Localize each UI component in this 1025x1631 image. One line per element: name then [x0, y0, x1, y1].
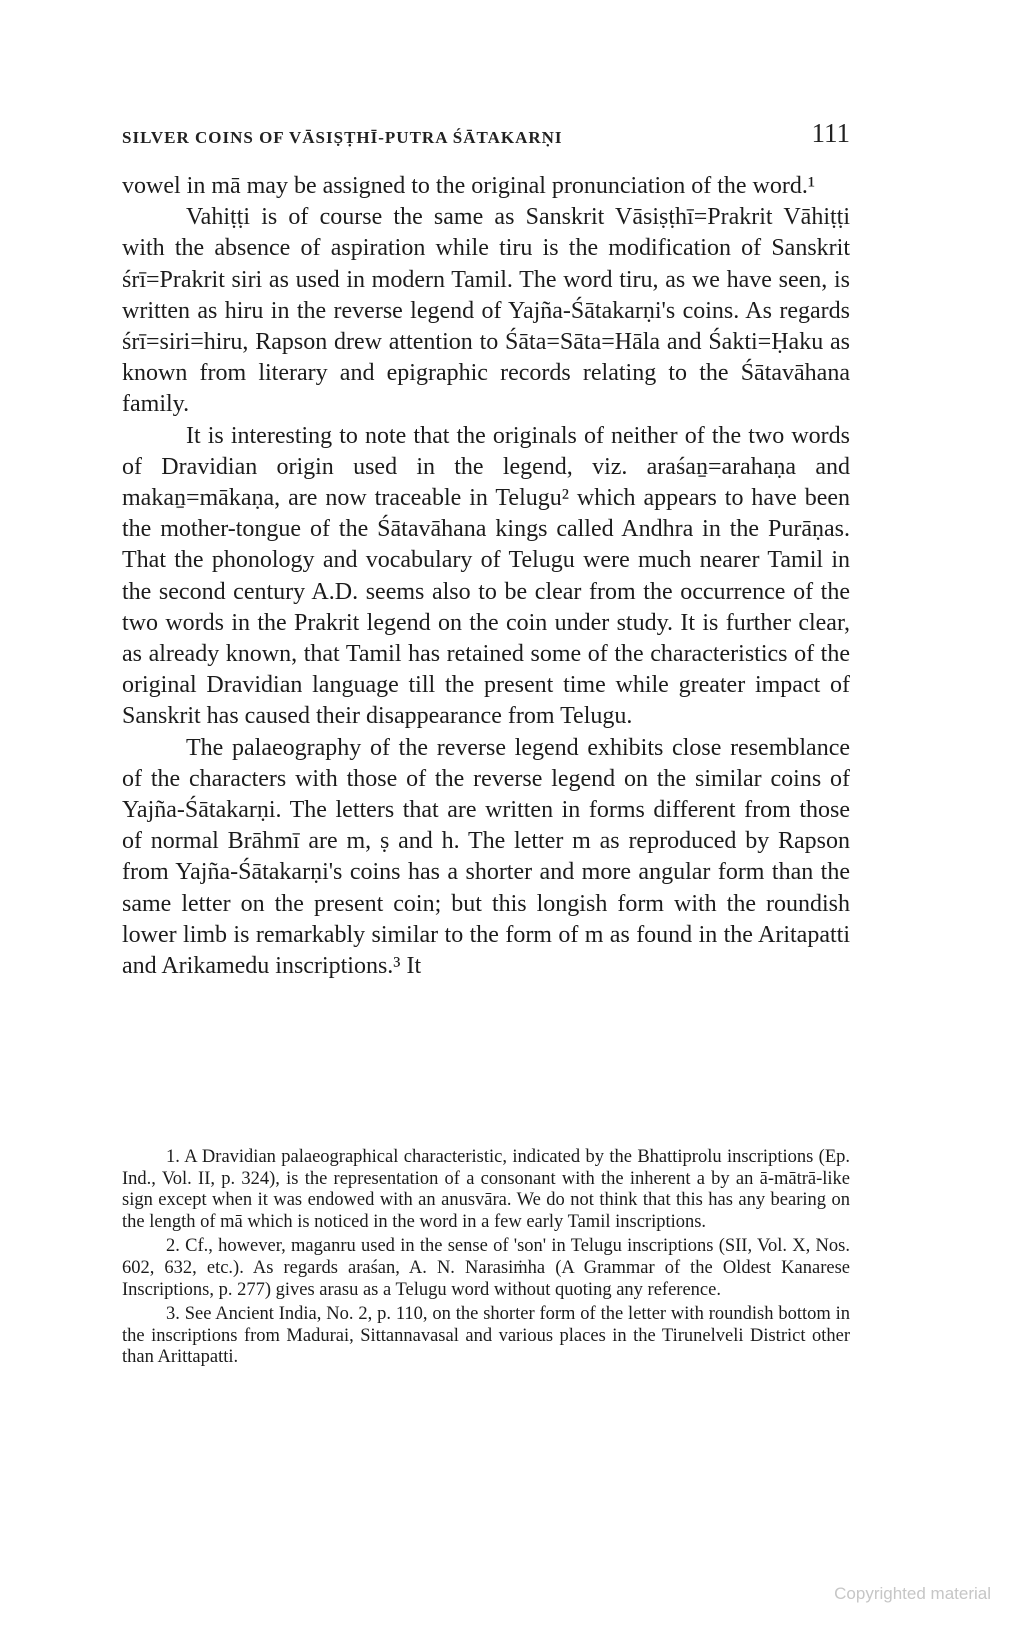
paragraph: It is interesting to note that the originals of neither of the two words of Dravidian origin used in the legend, viz. araśaṉ=arahaṇa and makaṉ=mākaṇa, are now traceable in Telugu² which appears to have been the mother-tongue of the Śātavāhana kings called Andhra in the Purāṇas. That the phonology and vocabulary of Telugu were much nearer Tamil in the second century A.D. seems also to be clear from the occurrence of the two words in the Prakrit legend on the coin under study. It is further clear, as already known, that Tamil has retained some of the characteristics of the original Dravidian language till the present time while greater impact of Sanskrit has caused their disappearance from Telugu. [122, 422, 850, 730]
page-header [122, 118, 850, 158]
footnote-1: 1. A Dravidian palaeographical characteristic, indicated by the Bhattiprolu inscriptions (Ep. Ind., Vol. II, p. 324), is the representation of a consonant with the inherent a by an ā-mātrā-like sign except when it was endowed with an anusvāra. We do not think that this has any bearing on the length of mā which is noticed in the word in a few early Tamil inscriptions. [122, 1147, 850, 1232]
running-head: SILVER COINS OF VĀSIṢṬHĪ-PUTRA ŚĀTAKARṆI [122, 128, 563, 147]
page-number: 111 [811, 118, 850, 148]
body-text [122, 171, 850, 982]
footnotes [122, 1147, 850, 1372]
paragraph: Vahiṭṭi is of course the same as Sanskrit Vāsiṣṭhī=Prakrit Vāhiṭṭi with the absence of aspiration while tiru is the modification of Sanskrit śrī=Prakrit siri as used in modern Tamil. The word tiru, as we have seen, is written as hiru in the reverse legend of Yajña-Śātakarṇi's coins. As regards śrī=siri=hiru, Rapson drew attention to Śāta=Sāta=Hāla and Śakti=Ḥaku as known from literary and epigraphic records relating to the Śātavāhana family. [122, 204, 850, 418]
copyright-watermark: Copyrighted material [834, 1584, 991, 1603]
paragraph: The palaeography of the reverse legend exhibits close resemblance of the characters with those of the reverse legend on the similar coins of Yajña-Śātakarṇi. The letters that are written in forms different from those of normal Brāhmī are m, ṣ and h. The letter m as reproduced by Rapson from Yajña-Śātakarṇi's coins has a shorter and more angular form than the same letter on the present coin; but this longish form with the roundish lower limb is remarkably similar to the form of m as found in the Aritapatti and Arikamedu inscriptions.³ It [122, 734, 850, 980]
footnote-3: 3. See Ancient India, No. 2, p. 110, on the shorter form of the letter with roundish bottom in the inscriptions from Madurai, Sittannavasal and various places in the Tirunelveli District other than Arittapatti. [122, 1304, 850, 1368]
footnote-2: 2. Cf., however, maganru used in the sense of 'son' in Telugu inscriptions (SII, Vol. X, Nos. 602, 632, etc.). As regards araśan, A. N. Narasiṁha (A Grammar of the Oldest Kanarese Inscriptions, p. 277) gives arasu as a Telugu word without quoting any reference. [122, 1236, 850, 1300]
paragraph: vowel in mā may be assigned to the original pronunciation of the word.¹ [122, 173, 816, 199]
